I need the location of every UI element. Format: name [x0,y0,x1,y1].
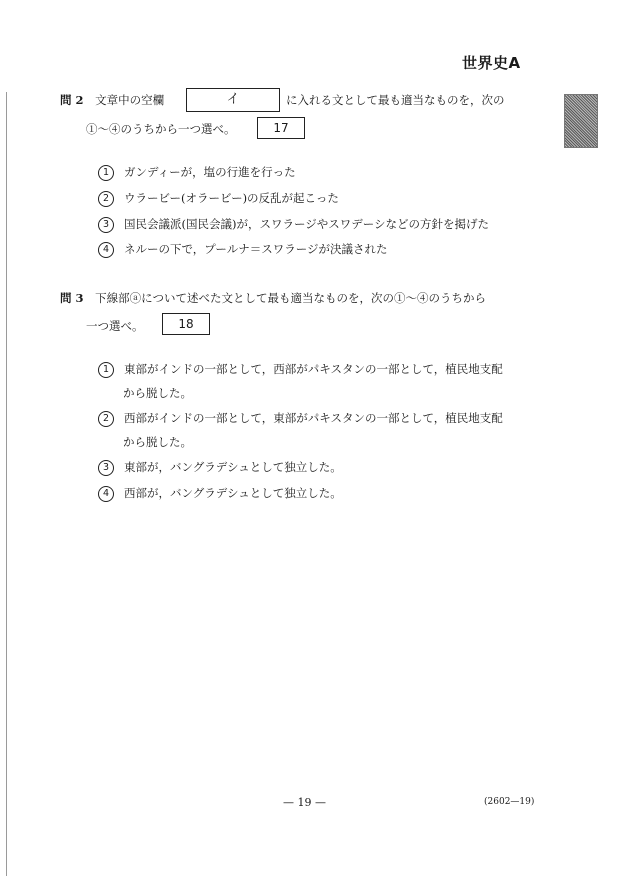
q3-line2: 一つ選べ。 [86,319,144,333]
q2-option-1 [98,164,296,181]
q3-option-1 [98,361,503,378]
q3-answer-number: 18 [162,313,210,335]
option-number-icon: 2 [98,191,114,207]
index-tab-mark [564,94,598,148]
q3-option-1-text: 東部がインドの一部として，西部がパキスタンの一部として，植民地支配 [124,362,503,376]
q3-option-1-cont: から脱した。 [123,386,192,400]
q2-line2: ①～④のうちから一つ選べ。 [86,122,236,136]
subject-title: 世界史A [462,54,521,72]
q2-answer-number: 17 [257,117,305,139]
q3-label: 問 3 [60,291,84,305]
q2-option-2-text: ウラービー(オラービー)の反乱が起こった [124,191,339,205]
option-number-icon: 4 [98,242,114,258]
q3-option-2-text: 西部がインドの一部として，東部がパキスタンの一部として，植民地支配 [124,411,503,425]
q3-option-3-text: 東部が，バングラデシュとして独立した。 [124,460,342,474]
option-number-icon: 4 [98,486,114,502]
q3-lead-line [60,290,486,306]
q2-option-2 [98,190,339,207]
q2-lead-line [60,92,164,108]
page-number: — 19 — [283,796,326,809]
q2-option-1-text: ガンディーが，塩の行進を行った [124,165,296,179]
option-number-icon: 3 [98,217,114,233]
q3-option-2-cont: から脱した。 [123,435,192,449]
q2-option-3 [98,216,489,233]
q3-option-2 [98,410,503,427]
q2-tail: に入れる文として最も適当なものを，次の [286,93,505,107]
q2-option-4 [98,241,387,258]
option-number-icon: 3 [98,460,114,476]
option-number-icon: 1 [98,362,114,378]
q2-blank-box: イ [186,88,280,112]
page-left-rule [6,92,7,876]
q2-lead: 文章中の空欄 [95,93,165,107]
document-code: (2602—19) [484,797,535,807]
q2-option-3-text: 国民会議派(国民会議)が，スワラージやスワデーシなどの方針を掲げた [124,217,490,231]
q3-option-3 [98,459,342,476]
q3-line1: 下線部ⓐについて述べた文として最も適当なものを，次の①～④のうちから [95,291,486,305]
q3-option-4 [98,485,342,502]
option-number-icon: 2 [98,411,114,427]
q2-option-4-text: ネルーの下で，プールナ＝スワラージが決議された [124,242,388,256]
option-number-icon: 1 [98,165,114,181]
q3-option-4-text: 西部が，バングラデシュとして独立した。 [124,486,342,500]
q2-label: 問 2 [60,93,84,107]
